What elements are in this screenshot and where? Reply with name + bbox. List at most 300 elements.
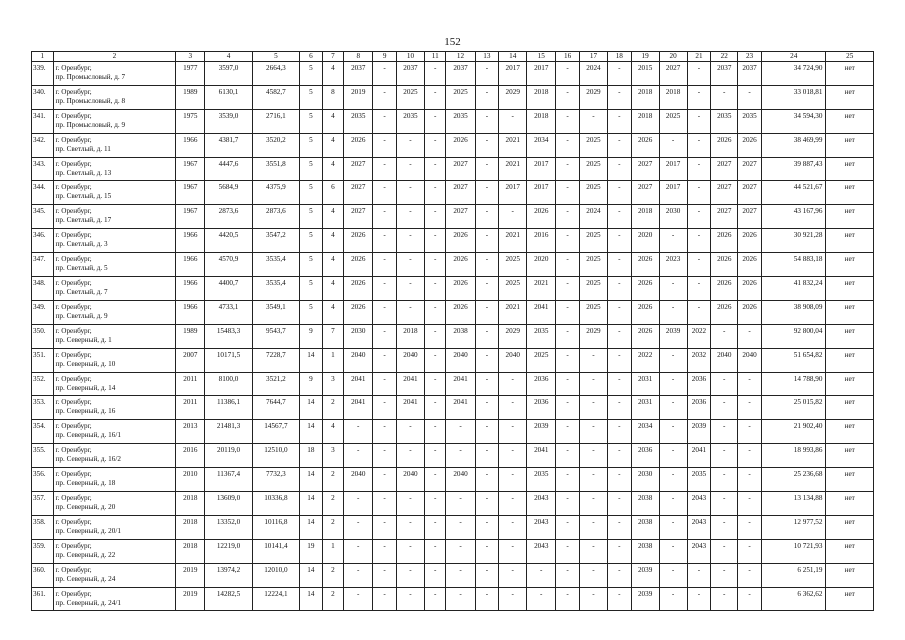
cell-col-9: - — [373, 229, 397, 253]
cell-col-16: - — [556, 515, 580, 539]
cell-col-21: - — [687, 85, 711, 109]
cell-col-17: - — [579, 468, 607, 492]
cell-col-13: - — [475, 229, 499, 253]
cell-col-5: 3549,1 — [252, 300, 299, 324]
cell-col-5: 2716,1 — [252, 109, 299, 133]
cell-col-7: 4 — [322, 277, 344, 301]
cell-col-25: нет — [826, 229, 874, 253]
address-cell: г. Оренбург, пр. Промысловый, д. 7 — [53, 62, 176, 86]
cost-cell: 54 883,18 — [761, 253, 826, 277]
cell-col-17: 2025 — [579, 277, 607, 301]
cell-col-16: - — [556, 277, 580, 301]
row-number: 350. — [32, 324, 54, 348]
cell-col-19: 2039 — [631, 587, 659, 611]
cell-col-6: 14 — [300, 587, 323, 611]
cell-col-5: 10141,4 — [252, 539, 299, 563]
cell-col-14: 2021 — [499, 229, 527, 253]
cell-col-19: 2034 — [631, 420, 659, 444]
cost-cell: 12 977,52 — [761, 515, 826, 539]
table-row — [32, 324, 874, 348]
cell-col-23: - — [738, 515, 762, 539]
table-row — [32, 277, 874, 301]
cell-col-7: 7 — [322, 324, 344, 348]
cell-col-7: 2 — [322, 515, 344, 539]
cost-cell: 33 018,81 — [761, 85, 826, 109]
cost-cell: 10 721,93 — [761, 539, 826, 563]
column-header-25: 25 — [826, 52, 874, 62]
cell-col-7: 4 — [322, 229, 344, 253]
cell-col-12: 2040 — [446, 468, 475, 492]
cell-col-18: - — [607, 133, 631, 157]
cell-col-5: 3521,2 — [252, 372, 299, 396]
cell-col-9: - — [373, 300, 397, 324]
cell-col-6: 5 — [300, 277, 323, 301]
table-row — [32, 133, 874, 157]
cell-col-21: 2022 — [687, 324, 711, 348]
cell-col-20: - — [659, 492, 687, 516]
cell-col-10: - — [396, 587, 424, 611]
cell-col-15: 2017 — [527, 181, 556, 205]
cell-col-4: 12219,0 — [205, 539, 252, 563]
cell-col-10: - — [396, 205, 424, 229]
cell-col-22: - — [711, 396, 738, 420]
table-row — [32, 205, 874, 229]
cell-col-23: 2027 — [738, 205, 762, 229]
cell-col-20: 2018 — [659, 85, 687, 109]
cell-col-20: 2030 — [659, 205, 687, 229]
cell-col-17: - — [579, 492, 607, 516]
cell-col-21: 2043 — [687, 492, 711, 516]
column-header-20: 20 — [659, 52, 687, 62]
cell-col-21: - — [687, 133, 711, 157]
cell-col-19: 2030 — [631, 468, 659, 492]
cell-col-11: - — [424, 324, 446, 348]
cell-col-16: - — [556, 181, 580, 205]
cell-col-4: 13352,0 — [205, 515, 252, 539]
cell-col-9: - — [373, 492, 397, 516]
cell-col-9: - — [373, 181, 397, 205]
cell-col-20: - — [659, 372, 687, 396]
row-number: 340. — [32, 85, 54, 109]
cell-col-18: - — [607, 300, 631, 324]
cell-col-7: 4 — [322, 62, 344, 86]
cell-col-4: 13609,0 — [205, 492, 252, 516]
table-row — [32, 62, 874, 86]
row-number: 353. — [32, 396, 54, 420]
cell-col-18: - — [607, 420, 631, 444]
cell-col-16: - — [556, 62, 580, 86]
cell-col-11: - — [424, 109, 446, 133]
cell-col-5: 12224,1 — [252, 587, 299, 611]
cell-col-20: - — [659, 300, 687, 324]
table-row — [32, 539, 874, 563]
cell-col-15: 2026 — [527, 205, 556, 229]
cell-col-9: - — [373, 277, 397, 301]
cell-col-22: - — [711, 420, 738, 444]
cell-col-17: 2025 — [579, 229, 607, 253]
cell-col-7: 8 — [322, 85, 344, 109]
column-header-23: 23 — [738, 52, 762, 62]
cell-col-11: - — [424, 205, 446, 229]
cell-col-3: 2018 — [176, 539, 205, 563]
column-header-2: 2 — [53, 52, 176, 62]
cell-col-3: 1966 — [176, 300, 205, 324]
cell-col-11: - — [424, 229, 446, 253]
cell-col-15: 2021 — [527, 277, 556, 301]
cell-col-6: 5 — [300, 181, 323, 205]
cell-col-16: - — [556, 468, 580, 492]
cost-cell: 18 993,86 — [761, 444, 826, 468]
cell-col-20: - — [659, 420, 687, 444]
cell-col-7: 4 — [322, 133, 344, 157]
cell-col-3: 1967 — [176, 157, 205, 181]
column-header-13: 13 — [475, 52, 499, 62]
cell-col-23: - — [738, 492, 762, 516]
cell-col-18: - — [607, 85, 631, 109]
cell-col-14: 2029 — [499, 324, 527, 348]
cell-col-13: - — [475, 372, 499, 396]
cost-cell: 6 362,62 — [761, 587, 826, 611]
cell-col-15: 2036 — [527, 396, 556, 420]
cell-col-11: - — [424, 539, 446, 563]
cell-col-16: - — [556, 157, 580, 181]
cell-col-11: - — [424, 396, 446, 420]
cost-cell: 14 788,90 — [761, 372, 826, 396]
cost-cell: 38 908,09 — [761, 300, 826, 324]
cell-col-17: 2024 — [579, 62, 607, 86]
cell-col-13: - — [475, 85, 499, 109]
column-header-5: 5 — [252, 52, 299, 62]
cell-col-4: 4447,6 — [205, 157, 252, 181]
cell-col-18: - — [607, 587, 631, 611]
cell-col-3: 1989 — [176, 324, 205, 348]
cell-col-21: - — [687, 563, 711, 587]
cell-col-8: 2026 — [344, 229, 373, 253]
cell-col-15: 2039 — [527, 420, 556, 444]
cell-col-6: 9 — [300, 324, 323, 348]
table-row — [32, 563, 874, 587]
table-row — [32, 444, 874, 468]
cell-col-21: - — [687, 109, 711, 133]
cell-col-4: 13974,2 — [205, 563, 252, 587]
cell-col-14: - — [499, 109, 527, 133]
cell-col-16: - — [556, 372, 580, 396]
cell-col-5: 14567,7 — [252, 420, 299, 444]
cell-col-3: 2018 — [176, 492, 205, 516]
cell-col-8: - — [344, 515, 373, 539]
cell-col-3: 1977 — [176, 62, 205, 86]
cell-col-18: - — [607, 372, 631, 396]
cell-col-16: - — [556, 492, 580, 516]
cell-col-10: - — [396, 515, 424, 539]
cell-col-10: - — [396, 181, 424, 205]
cell-col-16: - — [556, 133, 580, 157]
cell-col-17: - — [579, 372, 607, 396]
cell-col-11: - — [424, 372, 446, 396]
cell-col-18: - — [607, 515, 631, 539]
column-header-24: 24 — [761, 52, 826, 62]
row-number: 358. — [32, 515, 54, 539]
cell-col-13: - — [475, 420, 499, 444]
cell-col-18: - — [607, 348, 631, 372]
cell-col-25: нет — [826, 62, 874, 86]
cell-col-12: - — [446, 563, 475, 587]
cell-col-15: 2018 — [527, 109, 556, 133]
cell-col-8: - — [344, 420, 373, 444]
cell-col-25: нет — [826, 515, 874, 539]
column-header-21: 21 — [687, 52, 711, 62]
cost-cell: 34 594,30 — [761, 109, 826, 133]
address-cell: г. Оренбург, пр. Промысловый, д. 9 — [53, 109, 176, 133]
cell-col-7: 1 — [322, 539, 344, 563]
cell-col-18: - — [607, 205, 631, 229]
cell-col-8: - — [344, 587, 373, 611]
table-row — [32, 300, 874, 324]
cell-col-14: 2021 — [499, 157, 527, 181]
cell-col-25: нет — [826, 587, 874, 611]
cell-col-5: 3551,8 — [252, 157, 299, 181]
cell-col-23: 2026 — [738, 277, 762, 301]
cell-col-8: 2027 — [344, 181, 373, 205]
cell-col-16: - — [556, 348, 580, 372]
table-row — [32, 372, 874, 396]
cell-col-22: - — [711, 492, 738, 516]
cell-col-8: 2040 — [344, 348, 373, 372]
cell-col-22: 2026 — [711, 277, 738, 301]
cell-col-18: - — [607, 324, 631, 348]
cell-col-8: 2027 — [344, 157, 373, 181]
cell-col-18: - — [607, 492, 631, 516]
cell-col-5: 10116,8 — [252, 515, 299, 539]
cell-col-8: - — [344, 539, 373, 563]
cell-col-15: 2043 — [527, 492, 556, 516]
cell-col-23: - — [738, 396, 762, 420]
cell-col-10: - — [396, 277, 424, 301]
column-header-8: 8 — [344, 52, 373, 62]
address-cell: г. Оренбург, пр. Северный, д. 16/1 — [53, 420, 176, 444]
cell-col-11: - — [424, 420, 446, 444]
cell-col-19: 2018 — [631, 205, 659, 229]
cell-col-13: - — [475, 396, 499, 420]
cell-col-4: 15483,3 — [205, 324, 252, 348]
cell-col-21: 2043 — [687, 515, 711, 539]
cell-col-5: 3535,4 — [252, 253, 299, 277]
table-row — [32, 468, 874, 492]
cell-col-25: нет — [826, 348, 874, 372]
cell-col-9: - — [373, 444, 397, 468]
cell-col-14: - — [499, 372, 527, 396]
cell-col-6: 5 — [300, 253, 323, 277]
table-row — [32, 515, 874, 539]
cell-col-23: 2026 — [738, 133, 762, 157]
cell-col-16: - — [556, 539, 580, 563]
cell-col-18: - — [607, 181, 631, 205]
cell-col-12: 2026 — [446, 133, 475, 157]
cell-col-18: - — [607, 468, 631, 492]
cell-col-14: 2021 — [499, 300, 527, 324]
column-header-12: 12 — [446, 52, 475, 62]
cell-col-10: 2025 — [396, 85, 424, 109]
cell-col-17: 2025 — [579, 253, 607, 277]
cell-col-16: - — [556, 205, 580, 229]
cell-col-5: 3535,4 — [252, 277, 299, 301]
cell-col-16: - — [556, 563, 580, 587]
cell-col-22: 2026 — [711, 300, 738, 324]
cell-col-9: - — [373, 157, 397, 181]
cell-col-21: - — [687, 277, 711, 301]
cell-col-6: 14 — [300, 420, 323, 444]
cell-col-12: 2026 — [446, 277, 475, 301]
cell-col-3: 2019 — [176, 587, 205, 611]
cell-col-17: 2025 — [579, 300, 607, 324]
column-header-9: 9 — [373, 52, 397, 62]
cell-col-11: - — [424, 468, 446, 492]
cell-col-22: 2037 — [711, 62, 738, 86]
cell-col-10: 2041 — [396, 396, 424, 420]
cell-col-5: 2664,3 — [252, 62, 299, 86]
cell-col-3: 1966 — [176, 253, 205, 277]
address-cell: г. Оренбург, пр. Северный, д. 24 — [53, 563, 176, 587]
address-cell: г. Оренбург, пр. Светлый, д. 5 — [53, 253, 176, 277]
cost-cell: 6 251,19 — [761, 563, 826, 587]
cell-col-14: - — [499, 420, 527, 444]
cell-col-21: 2041 — [687, 444, 711, 468]
cell-col-13: - — [475, 324, 499, 348]
address-cell: г. Оренбург, пр. Северный, д. 1 — [53, 324, 176, 348]
row-number: 342. — [32, 133, 54, 157]
cell-col-15: 2035 — [527, 468, 556, 492]
column-header-4: 4 — [205, 52, 252, 62]
table-row — [32, 253, 874, 277]
cell-col-17: - — [579, 515, 607, 539]
cell-col-7: 6 — [322, 181, 344, 205]
cost-cell: 51 654,82 — [761, 348, 826, 372]
cell-col-11: - — [424, 62, 446, 86]
cell-col-5: 3547,2 — [252, 229, 299, 253]
cell-col-14: - — [499, 205, 527, 229]
cell-col-12: 2037 — [446, 62, 475, 86]
cell-col-22: - — [711, 444, 738, 468]
cell-col-14: - — [499, 587, 527, 611]
cell-col-9: - — [373, 420, 397, 444]
cell-col-13: - — [475, 563, 499, 587]
cell-col-3: 1989 — [176, 85, 205, 109]
cell-col-13: - — [475, 253, 499, 277]
cell-col-9: - — [373, 253, 397, 277]
cell-col-6: 5 — [300, 85, 323, 109]
row-number: 348. — [32, 277, 54, 301]
cell-col-9: - — [373, 85, 397, 109]
cell-col-20: 2025 — [659, 109, 687, 133]
cell-col-22: 2027 — [711, 205, 738, 229]
cell-col-7: 2 — [322, 492, 344, 516]
cell-col-10: - — [396, 133, 424, 157]
row-number: 355. — [32, 444, 54, 468]
cell-col-12: 2027 — [446, 181, 475, 205]
cell-col-21: - — [687, 229, 711, 253]
table-row — [32, 587, 874, 611]
cell-col-5: 3520,2 — [252, 133, 299, 157]
row-number: 343. — [32, 157, 54, 181]
cell-col-4: 3597,0 — [205, 62, 252, 86]
column-header-19: 19 — [631, 52, 659, 62]
cell-col-3: 1967 — [176, 181, 205, 205]
cell-col-9: - — [373, 205, 397, 229]
address-cell: г. Оренбург, пр. Светлый, д. 3 — [53, 229, 176, 253]
cell-col-19: 2027 — [631, 181, 659, 205]
cell-col-17: - — [579, 109, 607, 133]
cell-col-18: - — [607, 229, 631, 253]
cell-col-13: - — [475, 539, 499, 563]
cell-col-22: 2026 — [711, 253, 738, 277]
cell-col-18: - — [607, 277, 631, 301]
address-cell: г. Оренбург, пр. Промысловый, д. 8 — [53, 85, 176, 109]
cell-col-19: 2018 — [631, 85, 659, 109]
cell-col-14: - — [499, 468, 527, 492]
cell-col-25: нет — [826, 444, 874, 468]
cell-col-12: 2040 — [446, 348, 475, 372]
cell-col-8: 2019 — [344, 85, 373, 109]
cell-col-13: - — [475, 515, 499, 539]
cell-col-4: 5684,9 — [205, 181, 252, 205]
cell-col-11: - — [424, 157, 446, 181]
cell-col-12: 2035 — [446, 109, 475, 133]
cell-col-20: - — [659, 229, 687, 253]
address-cell: г. Оренбург, пр. Северный, д. 16 — [53, 396, 176, 420]
cell-col-5: 12010,0 — [252, 563, 299, 587]
address-cell: г. Оренбург, пр. Северный, д. 16/2 — [53, 444, 176, 468]
table-row — [32, 157, 874, 181]
cell-col-6: 14 — [300, 492, 323, 516]
cell-col-19: 2026 — [631, 277, 659, 301]
cell-col-5: 4375,9 — [252, 181, 299, 205]
table-row — [32, 181, 874, 205]
column-header-6: 6 — [300, 52, 323, 62]
cell-col-11: - — [424, 300, 446, 324]
table-row — [32, 396, 874, 420]
cell-col-7: 3 — [322, 444, 344, 468]
cell-col-20: 2023 — [659, 253, 687, 277]
cell-col-3: 2007 — [176, 348, 205, 372]
cost-cell: 39 887,43 — [761, 157, 826, 181]
cost-cell: 44 521,67 — [761, 181, 826, 205]
cell-col-7: 2 — [322, 396, 344, 420]
cell-col-23: - — [738, 539, 762, 563]
cell-col-23: - — [738, 468, 762, 492]
cell-col-12: - — [446, 420, 475, 444]
column-header-16: 16 — [556, 52, 580, 62]
cell-col-23: 2027 — [738, 181, 762, 205]
cell-col-15: - — [527, 563, 556, 587]
cell-col-13: - — [475, 348, 499, 372]
cell-col-5: 7228,7 — [252, 348, 299, 372]
cell-col-20: 2017 — [659, 181, 687, 205]
cell-col-7: 4 — [322, 109, 344, 133]
cell-col-23: - — [738, 563, 762, 587]
row-number: 352. — [32, 372, 54, 396]
cell-col-14: 2029 — [499, 85, 527, 109]
cell-col-17: - — [579, 420, 607, 444]
column-header-14: 14 — [499, 52, 527, 62]
cell-col-22: - — [711, 587, 738, 611]
cell-col-14: 2025 — [499, 253, 527, 277]
cell-col-21: - — [687, 62, 711, 86]
cell-col-13: - — [475, 109, 499, 133]
cell-col-9: - — [373, 62, 397, 86]
cell-col-17: - — [579, 563, 607, 587]
cell-col-22: - — [711, 324, 738, 348]
table-row — [32, 109, 874, 133]
